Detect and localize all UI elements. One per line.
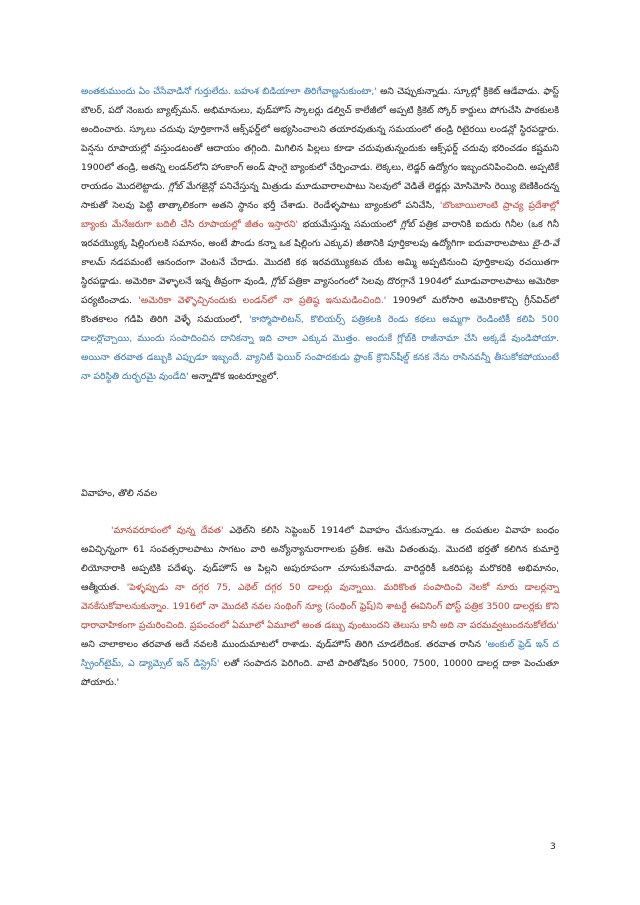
text-run: 'మానవరూపంలో వున్న దేవత': [111, 525, 224, 536]
text-run: అని చాలాకాలం తరవాత అదే నవలకి ముందుమాటలో రాశాడు. వుడ్‌హౌస్ తిరిగి చూడలేదింక. తరవాత రాసిన: [81, 639, 486, 650]
text-run: నడపమంటే ఆనందంగా వెంటనే చేరాడు. మొదటి కథ ఇరవయ్యొకటవ యేట అమ్మి అప్పటినుంచి పూర్తికాలపు రచయితగా స్థిరపడ్డాడు. అమెరికా వెళ్ళాలనే ఇన్న తీవ్రంగా వుండి,: [81, 257, 559, 287]
text-run: 'అంకుల్ ఫ్రెడ్ ఇన్ ద స్ప్రింగ్‌టైమ్, ఎ డ్యామ్సెల్ ఇన్ డిస్ట్రెస్': [81, 639, 559, 669]
text-run: భయమేస్తున్న సమయంలో: [298, 219, 401, 230]
text-run: గ్లోబ్: [271, 276, 286, 287]
text-run: పత్రికా వ్యాసంగంలో సెలవు దొరగ్గానే 1904లో మూడువారాలపాటు అమెరికా పర్యటించాడు.: [81, 276, 559, 306]
page-number: 3: [550, 842, 556, 852]
text-run: ఎథెల్‌ని కలిసి సెప్టెంబర్ 1914లో వివాహం చేసుకున్నాడు. ఆ దంపతుల వివాహ బంధం అవిచ్ఛిన్నంగా 61 సంవత్సరాలపాటు సాగటం వారి అన్యోన్యానురాగాలకు ప్రతీక. ఆమె వితంతువు. మొదటి భర్తతో కలిగిన కుమార్తె లియోనారాకి అప్పటికి పదేళ్ళు. వుడ్‌హౌస్ ఆ పిల్లని అపురూపంగా చూసుకునేవాడు. వారిద్దరికీ ఒకరిపట్ల మరొకరికి అభిమానం, ఆత్మీయత.: [81, 525, 559, 593]
paragraph-marriage-first-novel: [81, 521, 559, 692]
text-run: 'బొంబాయిలాంటి ప్రాచ్య ప్రదేశాల్లో బ్యాంకు మేనేజరుగా బదిలీ చేసి రూపాయల్లో జీతం ఇస్తారని': [81, 200, 559, 230]
text-run: 'కాస్మోపాలిటన్, కొలియర్స్ పత్రికలకి రెండు కథలు అమ్మగా రెండింటికీ కలిపి 500 డాలర్లొచ్చాయి, ముందు సంపాదించిన దానికన్నా ఇది చాలా ఎక్కువ మొత్తం. అందుకే గ్లోబ్‌కి రాజీనామా చేసి అక్కడే వుండిపోయా. అయినా తరవాత డబ్బుకి ఎప్పుడూ ఇబ్బందే. వ్యానిటీ ఫెయిర్ సంపాదకుడు ఫ్రాంక్ క్రౌనిన్‌షీల్డ్ కనక నేను రాసినవన్నీ తీసుకోకపోయుంటే నా పరిస్థితి దుర్భరమై వుండేది': [81, 314, 559, 382]
text-run: బై-ది-వే కాలమ్: [81, 238, 559, 268]
text-run: లతో సంపాదన పెరిగింది. వాటి పారితోషికం 5000, 7500, 10000 డాలర్ల దాకా పెంచుతూ పోయారు.': [81, 658, 559, 688]
text-run: గ్లోబ్: [168, 181, 183, 192]
text-run: 1909లో మరోసారి అమెరికాకొచ్చి గ్రీన్‌విచ్‌లో కొంతకాలం గడిపి తిరిగి వెళ్ళే సమయంలో,: [81, 295, 559, 325]
section-heading-marriage: వివాహం, తొలి నవల: [81, 488, 158, 499]
text-run: అంతకుముందు ఏం చేసేవాడినో గుర్తులేదు. బహుశ బిడియాలా తిరిగేవాణ్ణనుకుంటా,': [81, 86, 377, 97]
text-run: 'అమెరికా వెళ్ళొచ్చినందుకు లండన్‌లో నా ప్రతిష్ఠ ఇనుమడించింది.': [138, 295, 387, 306]
paragraph-early-career: [81, 82, 559, 386]
text-run: పత్రిక వారానికి ఐదురు గినీల (ఒక గినీ ఇరవయ్యొక్క షిల్లింగులకి సమానం, అంటే పౌండు కన్నా ఒక షిల్లింగు ఎక్కువ) జీతానికి పూర్తికాలపు ఉద్యోగిగా ఐదువారాలపాటు: [81, 219, 559, 249]
text-run: 'పెళ్ళప్పుడు నా దగ్గర 75, ఎథెల్ దగ్గర 50 డాలర్లు వున్నాయి. మరికొంత సంపాదించి నెలకో నూరు డాలర్లన్నా వెనకేసుకోవాలనుకున్నాం. 1916లో నా మొదటి నవల సంథింగ్ న్యూ (సంథింగ్ ఫ్రెష్)ని శాటర్డే ఈవినింగ్ పోస్ట్ పత్రిక 3500 డాలర్లకు కొని ధారావాహికంగా ప్రచురించింది. ప్రపంచంలో ఏమూలో ఏమూలో అంత డబ్బు వుంటుందని తెలుసు కానీ అది నా పరమవ్వటుందనుకోలేదు': [81, 582, 560, 631]
text-run: మేగజైన్లో పనిచేస్తున్న మిత్రుడు మూడువారాలపాటు సెలవులో వెడితే లెడ్జర్లు మోసిమోసి రెయ్యి బెణికిందన్న సాకుతో సెలవు పెట్టి తాత్కాలికంగా అతని స్థానం భర్తీ చేశాడు. రెండేళ్ళపాటు బ్యాంకులో పనిచేసి,: [81, 181, 559, 211]
text-run: అని చెప్పుకున్నాడు. స్కూల్లో క్రికెట్ ఆడేవాడు. ఫాస్ట్ బౌలర్, పదో నెంబరు బ్యాట్స్‌మన్. అభిమానులు, వుడ్‌హౌస్ స్కాలర్లు డల్విచ్ కాలేజీలో అప్పటి క్రికెట్ స్కోర్ కార్డులు పోగుచేసి పాఠకులకి అందించారు. స్కూలు చదువు పూర్తికాగానే ఆక్స్‌ఫర్డ్‌లో అభ్యసించాలని తయారవుతున్న సమయంలో తండ్రి రిటైరయి లండన్లో స్థిరపడ్డారు. పెన్షను రూపాయల్లో వస్తుండటంతో ఆదాయం తగ్గింది. మిగిలిన పిల్లలు కూడా చదువుతున్నందుకు ఆక్స్‌ఫర్డ్ చదువు భరించడం కష్టమని 1900లో తండ్రి, అతన్ని లండన్‌లోని హాంకాంగ్ అండ్ షాంగై బ్యాంకులో చేర్పించాడు. లెక్కలు, లెడ్జర్ ఉద్యోగం ఇబ్బందనిపించింది. అప్పటికే రాయడం మొదలెట్టాడు.: [81, 86, 559, 192]
text-run: అన్నాడొక ఇంటర్వ్యూలో.: [188, 371, 279, 382]
text-run: గ్లోబ్: [400, 219, 415, 230]
